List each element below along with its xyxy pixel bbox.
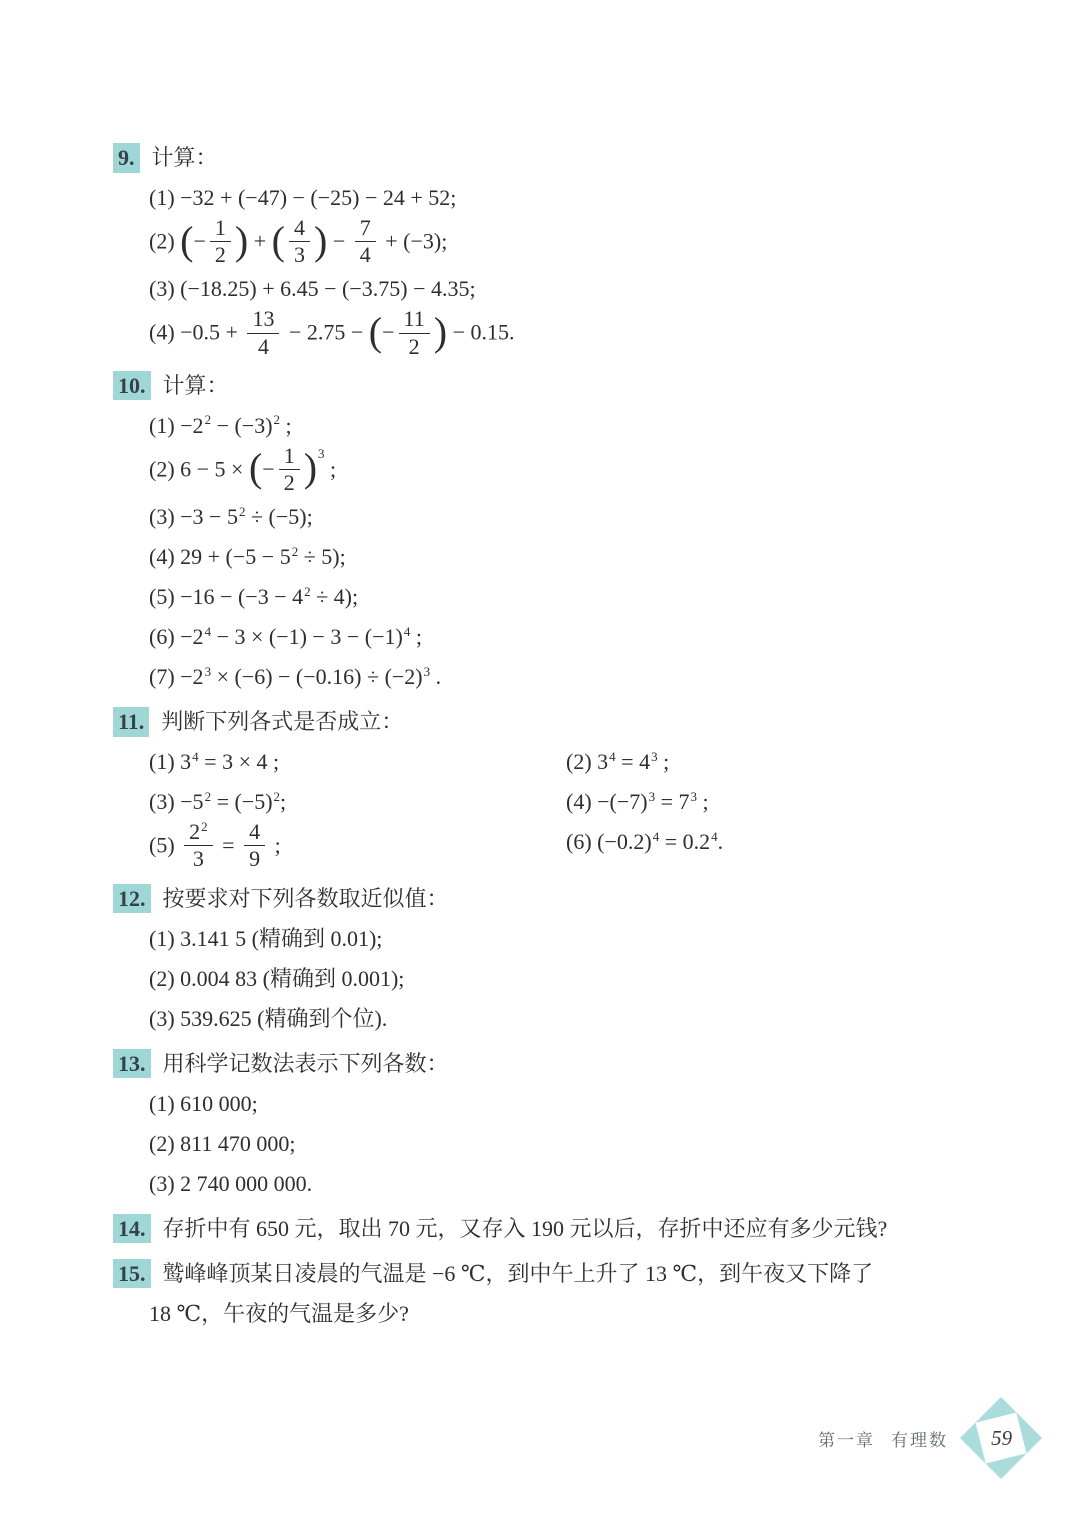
problem-text: 鹫峰峰顶某日凌晨的气温是 −6 ℃，到中午上升了 13 ℃，到午夜又下降了 — [162, 1260, 874, 1286]
problem-number: 14. — [113, 1214, 151, 1244]
problem-title: 按要求对下列各数取近似值： — [162, 885, 449, 911]
exercise-row — [149, 782, 1010, 822]
exercise-line: (4) $29 + (-5 - 5^2 \div 5)$; — [149, 543, 346, 570]
chapter-label: 第一章 — [818, 1430, 875, 1450]
problem-text: 存折中有 650 元，取出 70 元，又存入 190 元以后，存折中还应有多少元钱? — [162, 1215, 888, 1241]
exercise-line: (3) 539.625 (精确到个位). — [149, 1005, 388, 1031]
exercise-row — [149, 818, 1010, 873]
exercise-line: (1) −32 + (−47) − (−25) − 24 + 52; — [149, 185, 457, 210]
exercise-line: $(6) -2^4 - 3 \times (-1) - 3 - (-1)^4$ ; — [149, 623, 422, 650]
problem-number: 12. — [113, 884, 151, 914]
exercise-row — [149, 742, 1010, 782]
problem-title: 用科学记数法表示下列各数： — [162, 1050, 449, 1076]
exercise-line: (5) $\frac{2^2}{3}$ = $\frac{4}{9}$ ; — [149, 818, 281, 872]
page-number: 59 — [990, 1425, 1012, 1450]
problem-13 — [113, 1044, 1010, 1204]
page-number-badge — [966, 1403, 1036, 1473]
section-label: 有理数 — [891, 1430, 948, 1450]
problem-title: 计算： — [151, 145, 218, 170]
problem-12 — [113, 879, 1010, 1039]
problem-10 — [113, 366, 1010, 697]
exercise-line: (6) $(-0.2)^4 = 0.2^4$. — [566, 828, 724, 855]
exercise-line: (1) $3^4 = 3 \times 4$ ; — [149, 748, 280, 775]
exercise-line: (2) (− $\frac{1}{2}$ ) + ( $\frac{4}{3}$ ) − $\frac{7}{4}$ + (−3); — [149, 215, 448, 268]
exercise-line: $(3) -5^2 = (-5)^2$; — [149, 788, 287, 815]
exercise-line: (1) 610 000; — [149, 1090, 258, 1116]
exercise-line: $(4) -(-7)^3 = 7^3$ ; — [566, 788, 709, 815]
problem-15 — [113, 1254, 1010, 1334]
problem-11 — [113, 702, 1010, 873]
problem-number: 13. — [113, 1049, 151, 1079]
problem-title: 计算： — [162, 372, 229, 398]
page-footer — [818, 1403, 1036, 1473]
exercise-line: (1) 3.141 5 (精确到 0.01); — [149, 925, 383, 951]
exercise-line: (2) 811 470 000; — [149, 1130, 296, 1156]
exercise-line: 18 ℃，午夜的气温是多少? — [149, 1300, 409, 1326]
exercise-line: $(3) -3 - 5^2 \div (-5)$; — [149, 503, 313, 530]
problem-number: 15. — [113, 1259, 151, 1289]
exercise-line: (3) 2 740 000 000. — [149, 1170, 313, 1196]
problem-number: 11. — [113, 707, 149, 737]
exercise-line: (2) $3^4 = 4^3$ ; — [566, 748, 670, 775]
exercise-line: $(7) -2^3 \times (-6) - (-0.16) \div (-2)^3$ . — [149, 663, 442, 690]
problem-14 — [113, 1209, 1010, 1249]
problem-title: 判断下列各式是否成立： — [161, 709, 404, 735]
exercise-line: $(1) -2^2 - (-3)^2$ ; — [149, 412, 292, 438]
problem-number: 9. — [113, 143, 140, 173]
exercise-line: (2) 6 − 5 × (− $\frac{1}{2}$ )$^3$ ; — [149, 442, 337, 495]
exercise-line: (3) (−18.25) + 6.45 − (−3.75) − 4.35; — [149, 276, 476, 302]
exercise-line: $(5) -16 - (-3 - 4^2 \div 4)$; — [149, 583, 359, 610]
exercise-line: (4) −0.5 + $\frac{13}{4}$ − 2.75 − (− $\frac{11}{2}$ ) − 0.15. — [149, 306, 515, 359]
problem-number: 10. — [113, 371, 151, 401]
problem-9 — [113, 138, 1010, 361]
exercise-line: (2) 0.004 83 (精确到 0.001); — [149, 965, 405, 991]
